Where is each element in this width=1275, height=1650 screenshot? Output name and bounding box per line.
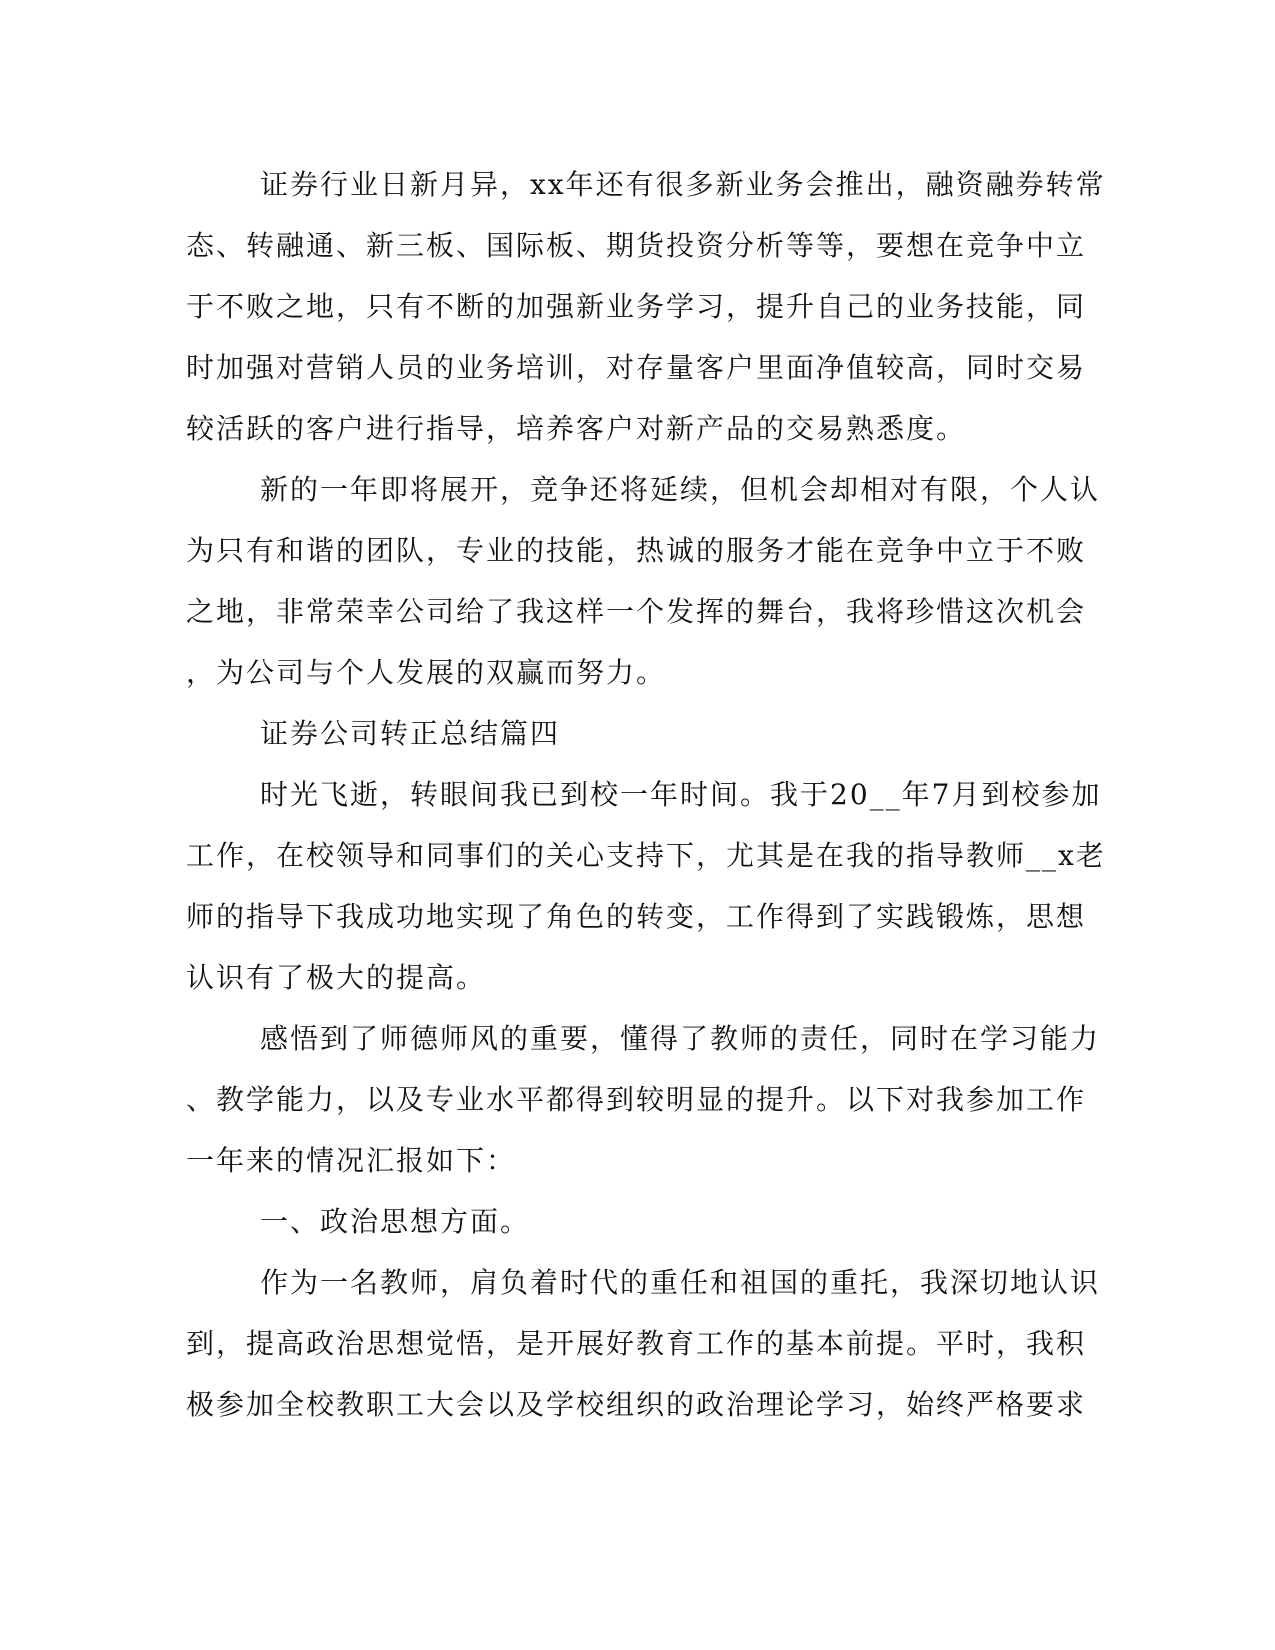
text-line: 、教学能力，以及专业水平都得到较明显的提升。以下对我参加工作 — [186, 1083, 1087, 1116]
text-line: 态、转融通、新三板、国际板、期货投资分析等等，要想在竞争中立 — [186, 229, 1087, 262]
text-line: 一年来的情况汇报如下： — [186, 1144, 517, 1177]
text-line: 新的一年即将展开，竞争还将延续，但机会却相对有限，个人认 — [260, 473, 1101, 506]
text-line: 工作，在校领导和同事们的关心支持下，尤其是在我的指导教师__x老 — [186, 839, 1106, 872]
text-line: 为只有和谐的团队，专业的技能，热诚的服务才能在竞争中立于不败 — [186, 534, 1087, 567]
text-line: 较活跃的客户进行指导，培养客户对新产品的交易熟悉度。 — [186, 412, 967, 445]
text-line: 时光飞逝，转眼间我已到校一年时间。我于20__年7月到校参加 — [260, 778, 1102, 811]
text-line: 证券行业日新月异，xx年还有很多新业务会推出，融资融券转常 — [260, 168, 1106, 201]
text-line: 认识有了极大的提高。 — [186, 961, 487, 994]
subsection-heading: 一、政治思想方面。 — [260, 1205, 531, 1238]
text-line: 感悟到了师德师风的重要，懂得了教师的责任，同时在学习能力 — [260, 1022, 1101, 1055]
section-heading: 证券公司转正总结篇四 — [260, 717, 561, 750]
text-line: 作为一名教师，肩负着时代的重任和祖国的重托，我深切地认识 — [260, 1266, 1101, 1299]
text-line: 时加强对营销人员的业务培训，对存量客户里面净值较高，同时交易 — [186, 351, 1087, 384]
text-line: 于不败之地，只有不断的加强新业务学习，提升自己的业务技能，同 — [186, 290, 1087, 323]
text-line: ，为公司与个人发展的双赢而努力。 — [186, 656, 667, 689]
text-line: 到，提高政治思想觉悟，是开展好教育工作的基本前提。平时，我积 — [186, 1327, 1087, 1360]
text-line: 师的指导下我成功地实现了角色的转变，工作得到了实践锻炼，思想 — [186, 900, 1087, 933]
text-line: 极参加全校教职工大会以及学校组织的政治理论学习，始终严格要求 — [186, 1388, 1087, 1421]
document-body — [186, 154, 1106, 1435]
text-line: 之地，非常荣幸公司给了我这样一个发挥的舞台，我将珍惜这次机会 — [186, 595, 1087, 628]
